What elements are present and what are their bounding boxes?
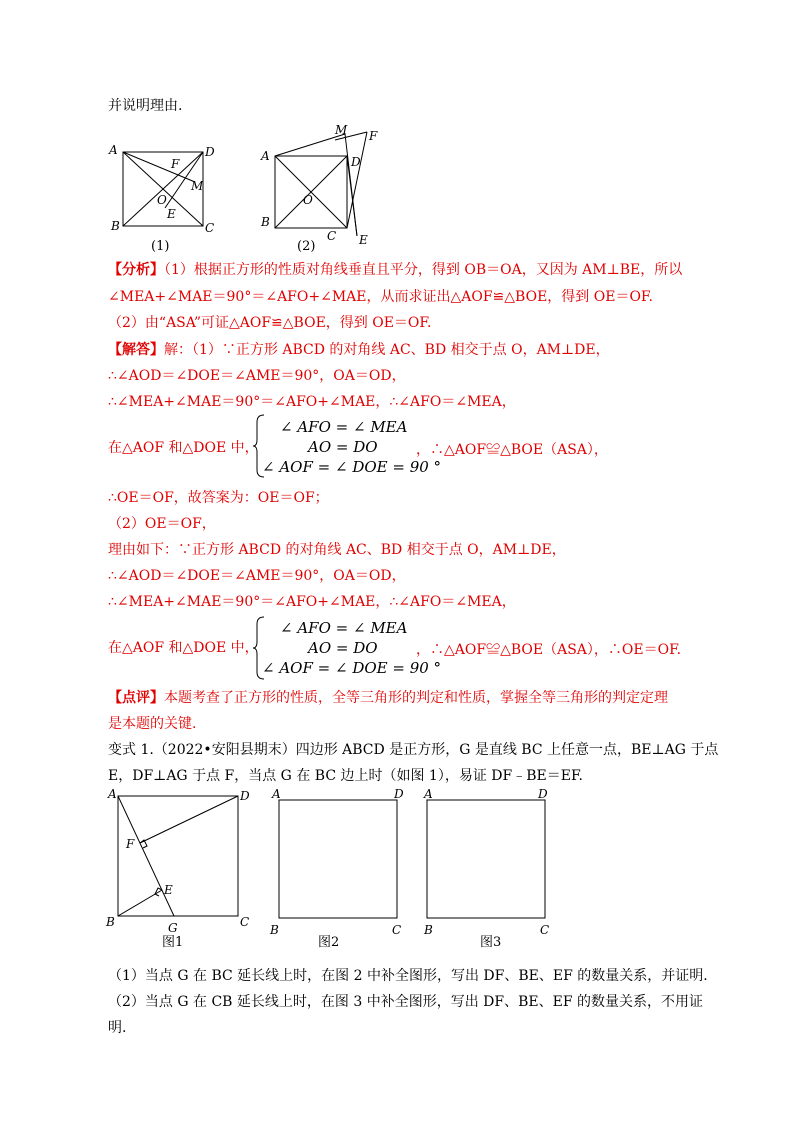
fig3-label-c: C <box>540 923 550 937</box>
solution-line-3: ∴∠MEA+∠MAE＝90°＝∠AFO+∠MAE，∴∠AFO＝∠MEA， <box>108 394 516 410</box>
conclusion-2: ，∴△AOF≌△BOE（ASA），∴OE＝OF. <box>416 642 682 658</box>
comment-line-1 <box>108 688 668 708</box>
figure-variant-squares <box>104 786 564 956</box>
fig3-label-b: B <box>424 923 433 937</box>
variant-line-2: E，DF⊥AG 于点 F，当点 G 在 BC 边上时（如图 1），易证 DF﹣BE＝EF. <box>108 768 583 784</box>
fig1-label-b: B <box>106 915 115 929</box>
fig1-label-e: E <box>164 883 173 897</box>
label-m-2: M <box>335 123 348 137</box>
solution-line-7: ∴∠AOD＝∠DOE＝∠AME＝90°，OA＝OD， <box>108 568 406 584</box>
sys1-line-3: ∠ AOF = ∠ DOE = 90 ° <box>262 458 442 476</box>
solution-line-6: 理由如下：∵正方形 ABCD 的对角线 AC、BD 相交于点 O，AM⊥DE， <box>108 542 566 558</box>
sys2-line-2: AO = DO <box>308 639 378 657</box>
conclusion-1: ，∴△AOF≌△BOE（ASA）， <box>416 442 608 458</box>
analysis-text-1: （1）根据正方形的性质对角线垂直且平分，得到 OB＝OA，又因为 AM⊥BE，所以 <box>164 262 683 278</box>
label-e-2: E <box>359 233 368 247</box>
label-a-1: A <box>109 143 118 157</box>
intro-text: 并说明理由. <box>108 98 183 114</box>
caption-fig2: 图2 <box>318 935 340 950</box>
analysis-line-2: ∠MEA+∠MAE＝90°＝∠AFO+∠MAE，从而求证出△AOF≌△BOE，得到 OE＝OF. <box>108 289 653 305</box>
fig2-label-b: B <box>270 923 279 937</box>
label-e-1: E <box>167 207 176 221</box>
fig1-label-g: G <box>168 921 178 935</box>
variant-line-1: 变式 1.（2022•安阳县期末）四边形 ABCD 是正方形，G 是直线 BC 上任意一点，BE⊥AG 于点 <box>108 742 719 758</box>
solution-tag: 【解答】 <box>108 342 164 358</box>
label-c-2: C <box>327 229 337 243</box>
label-o-1: O <box>157 193 167 207</box>
label-c-1: C <box>205 221 215 235</box>
analysis-line-3: （2）由“ASA”可证△AOF≌△BOE，得到 OE＝OF. <box>108 315 432 331</box>
fig3-label-d: D <box>538 787 548 801</box>
in-triangle-1: 在△AOF 和△DOE 中， <box>108 440 259 456</box>
analysis-tag: 【分析】 <box>108 262 164 278</box>
solution-line-2: ∴∠AOD＝∠DOE＝∠AME＝90°，OA＝OD， <box>108 368 406 384</box>
caption-fig1: 图1 <box>162 935 184 950</box>
comment-line-2: 是本题的关键. <box>108 716 197 732</box>
label-d-1: D <box>205 145 215 159</box>
analysis-line-1 <box>108 260 682 280</box>
comment-tag: 【点评】 <box>108 690 164 706</box>
figure-square-diagonals <box>105 120 405 255</box>
sys2-line-3: ∠ AOF = ∠ DOE = 90 ° <box>262 659 442 677</box>
sys1-line-2: AO = DO <box>308 438 378 456</box>
question-2a: （2）当点 G 在 CB 延长线上时，在图 3 中补全图形，写出 DF、BE、EF 的数量关系，不用证 <box>108 994 703 1010</box>
fig3-label-a: A <box>424 787 433 801</box>
question-2b: 明. <box>108 1020 127 1036</box>
label-d-2: D <box>351 155 361 169</box>
fig1-label-c: C <box>240 915 250 929</box>
sys2-line-1: ∠ AFO = ∠ MEA <box>280 619 408 637</box>
fig1-label-a: A <box>108 787 117 801</box>
label-f-2: F <box>369 129 378 143</box>
comment-text-1: 本题考查了正方形的性质，全等三角形的判定和性质，掌握全等三角形的判定定理 <box>164 690 668 706</box>
label-b-2: B <box>261 215 270 229</box>
caption-1: (1) <box>151 239 170 254</box>
caption-2: (2) <box>297 239 316 254</box>
label-o-2: O <box>303 193 313 207</box>
in-triangle-2: 在△AOF 和△DOE 中， <box>108 640 259 656</box>
question-1: （1）当点 G 在 BC 延长线上时，在图 2 中补全图形，写出 DF、BE、EF 的数量关系，并证明. <box>108 968 708 984</box>
label-f-1: F <box>171 157 180 171</box>
caption-fig3: 图3 <box>480 935 502 950</box>
solution-line-4: ∴OE＝OF，故答案为：OE＝OF； <box>108 490 329 506</box>
fig2-label-c: C <box>392 923 402 937</box>
fig1-label-d: D <box>240 789 250 803</box>
label-b-1: B <box>111 219 120 233</box>
solution-line-8: ∴∠MEA+∠MAE＝90°＝∠AFO+∠MAE，∴∠AFO＝∠MEA， <box>108 594 516 610</box>
solution-text-1: 解：（1）∵正方形 ABCD 的对角线 AC、BD 相交于点 O，AM⊥DE， <box>164 342 610 358</box>
label-m-1: M <box>191 179 204 193</box>
solution-line-1 <box>108 340 610 360</box>
fig2-label-a: A <box>272 787 281 801</box>
solution-line-5: （2）OE＝OF， <box>108 516 216 532</box>
fig1-label-f: F <box>126 837 135 851</box>
sys1-line-1: ∠ AFO = ∠ MEA <box>280 418 408 436</box>
fig2-label-d: D <box>394 787 404 801</box>
label-a-2: A <box>261 149 270 163</box>
